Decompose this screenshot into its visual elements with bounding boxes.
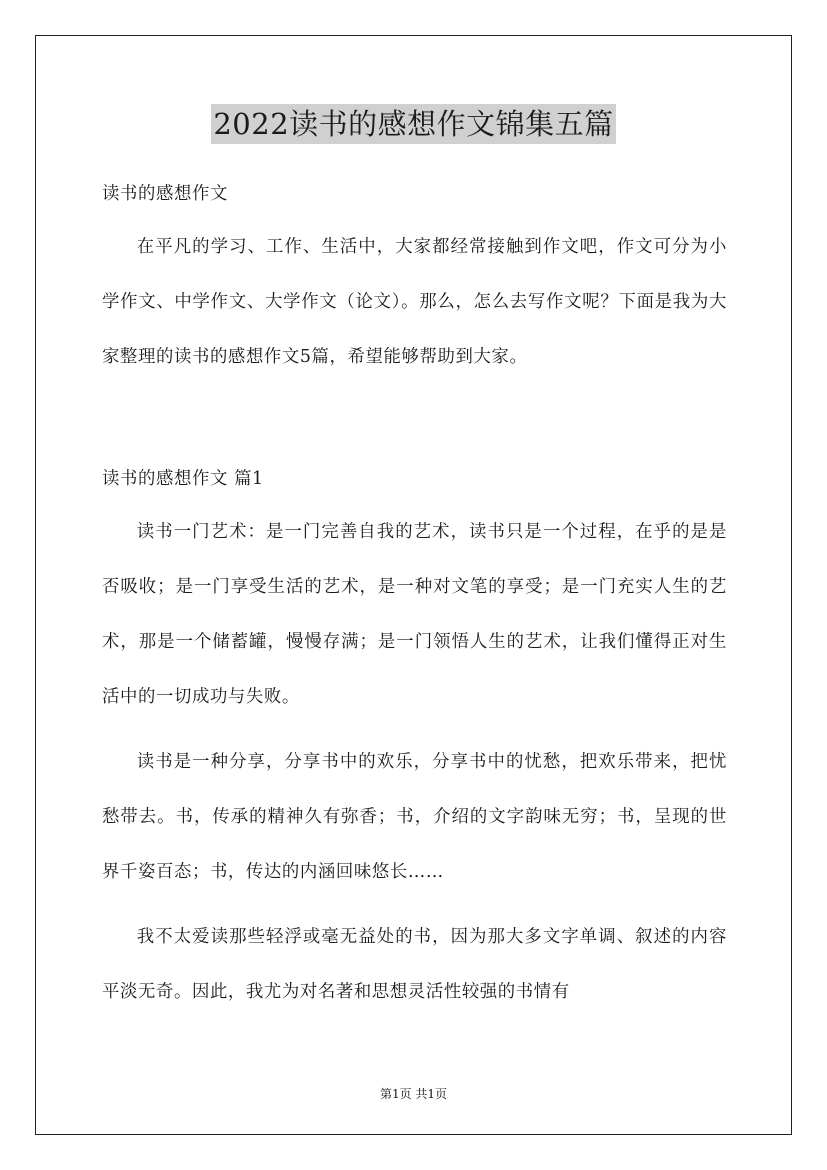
page-footer: 第1页 共1页 — [379, 1087, 448, 1101]
document-title: 2022读书的感想作文锦集五篇 — [211, 104, 615, 144]
intro-paragraph: 在平凡的学习、工作、生活中，大家都经常接触到作文吧，作文可分为小学作文、中学作文、大学作文（论文）。那么，怎么去写作文呢？下面是我为大家整理的读书的感想作文5篇，希望能够帮助到大家。 — [102, 237, 727, 367]
intro-heading: 读书的感想作文 — [102, 184, 228, 204]
title-container — [0, 104, 827, 144]
section-paragraph-3: 我不太爱读那些轻浮或毫无益处的书，因为那大多文字单调、叙述的内容平淡无奇。因此，我尤为对名著和思想灵活性较强的书情有 — [102, 927, 727, 1002]
section-paragraph-1: 读书一门艺术：是一门完善自我的艺术，读书只是一个过程，在乎的是是否吸收；是一门享受生活的艺术，是一种对文笔的享受；是一门充实人生的艺术，那是一个储蓄罐，慢慢存满；是一门领悟人生的艺术，让我们懂得正对生活中的一切成功与失败。 — [102, 522, 727, 707]
section-paragraph-2: 读书是一种分享，分享书中的欢乐，分享书中的忧愁，把欢乐带来，把忧愁带去。书，传承的精神久有弥香；书，介绍的文字韵味无穷；书，呈现的世界千姿百态；书，传达的内涵回味悠长…… — [102, 752, 727, 882]
section-heading: 读书的感想作文 篇1 — [102, 469, 264, 489]
document-body — [102, 172, 727, 1020]
